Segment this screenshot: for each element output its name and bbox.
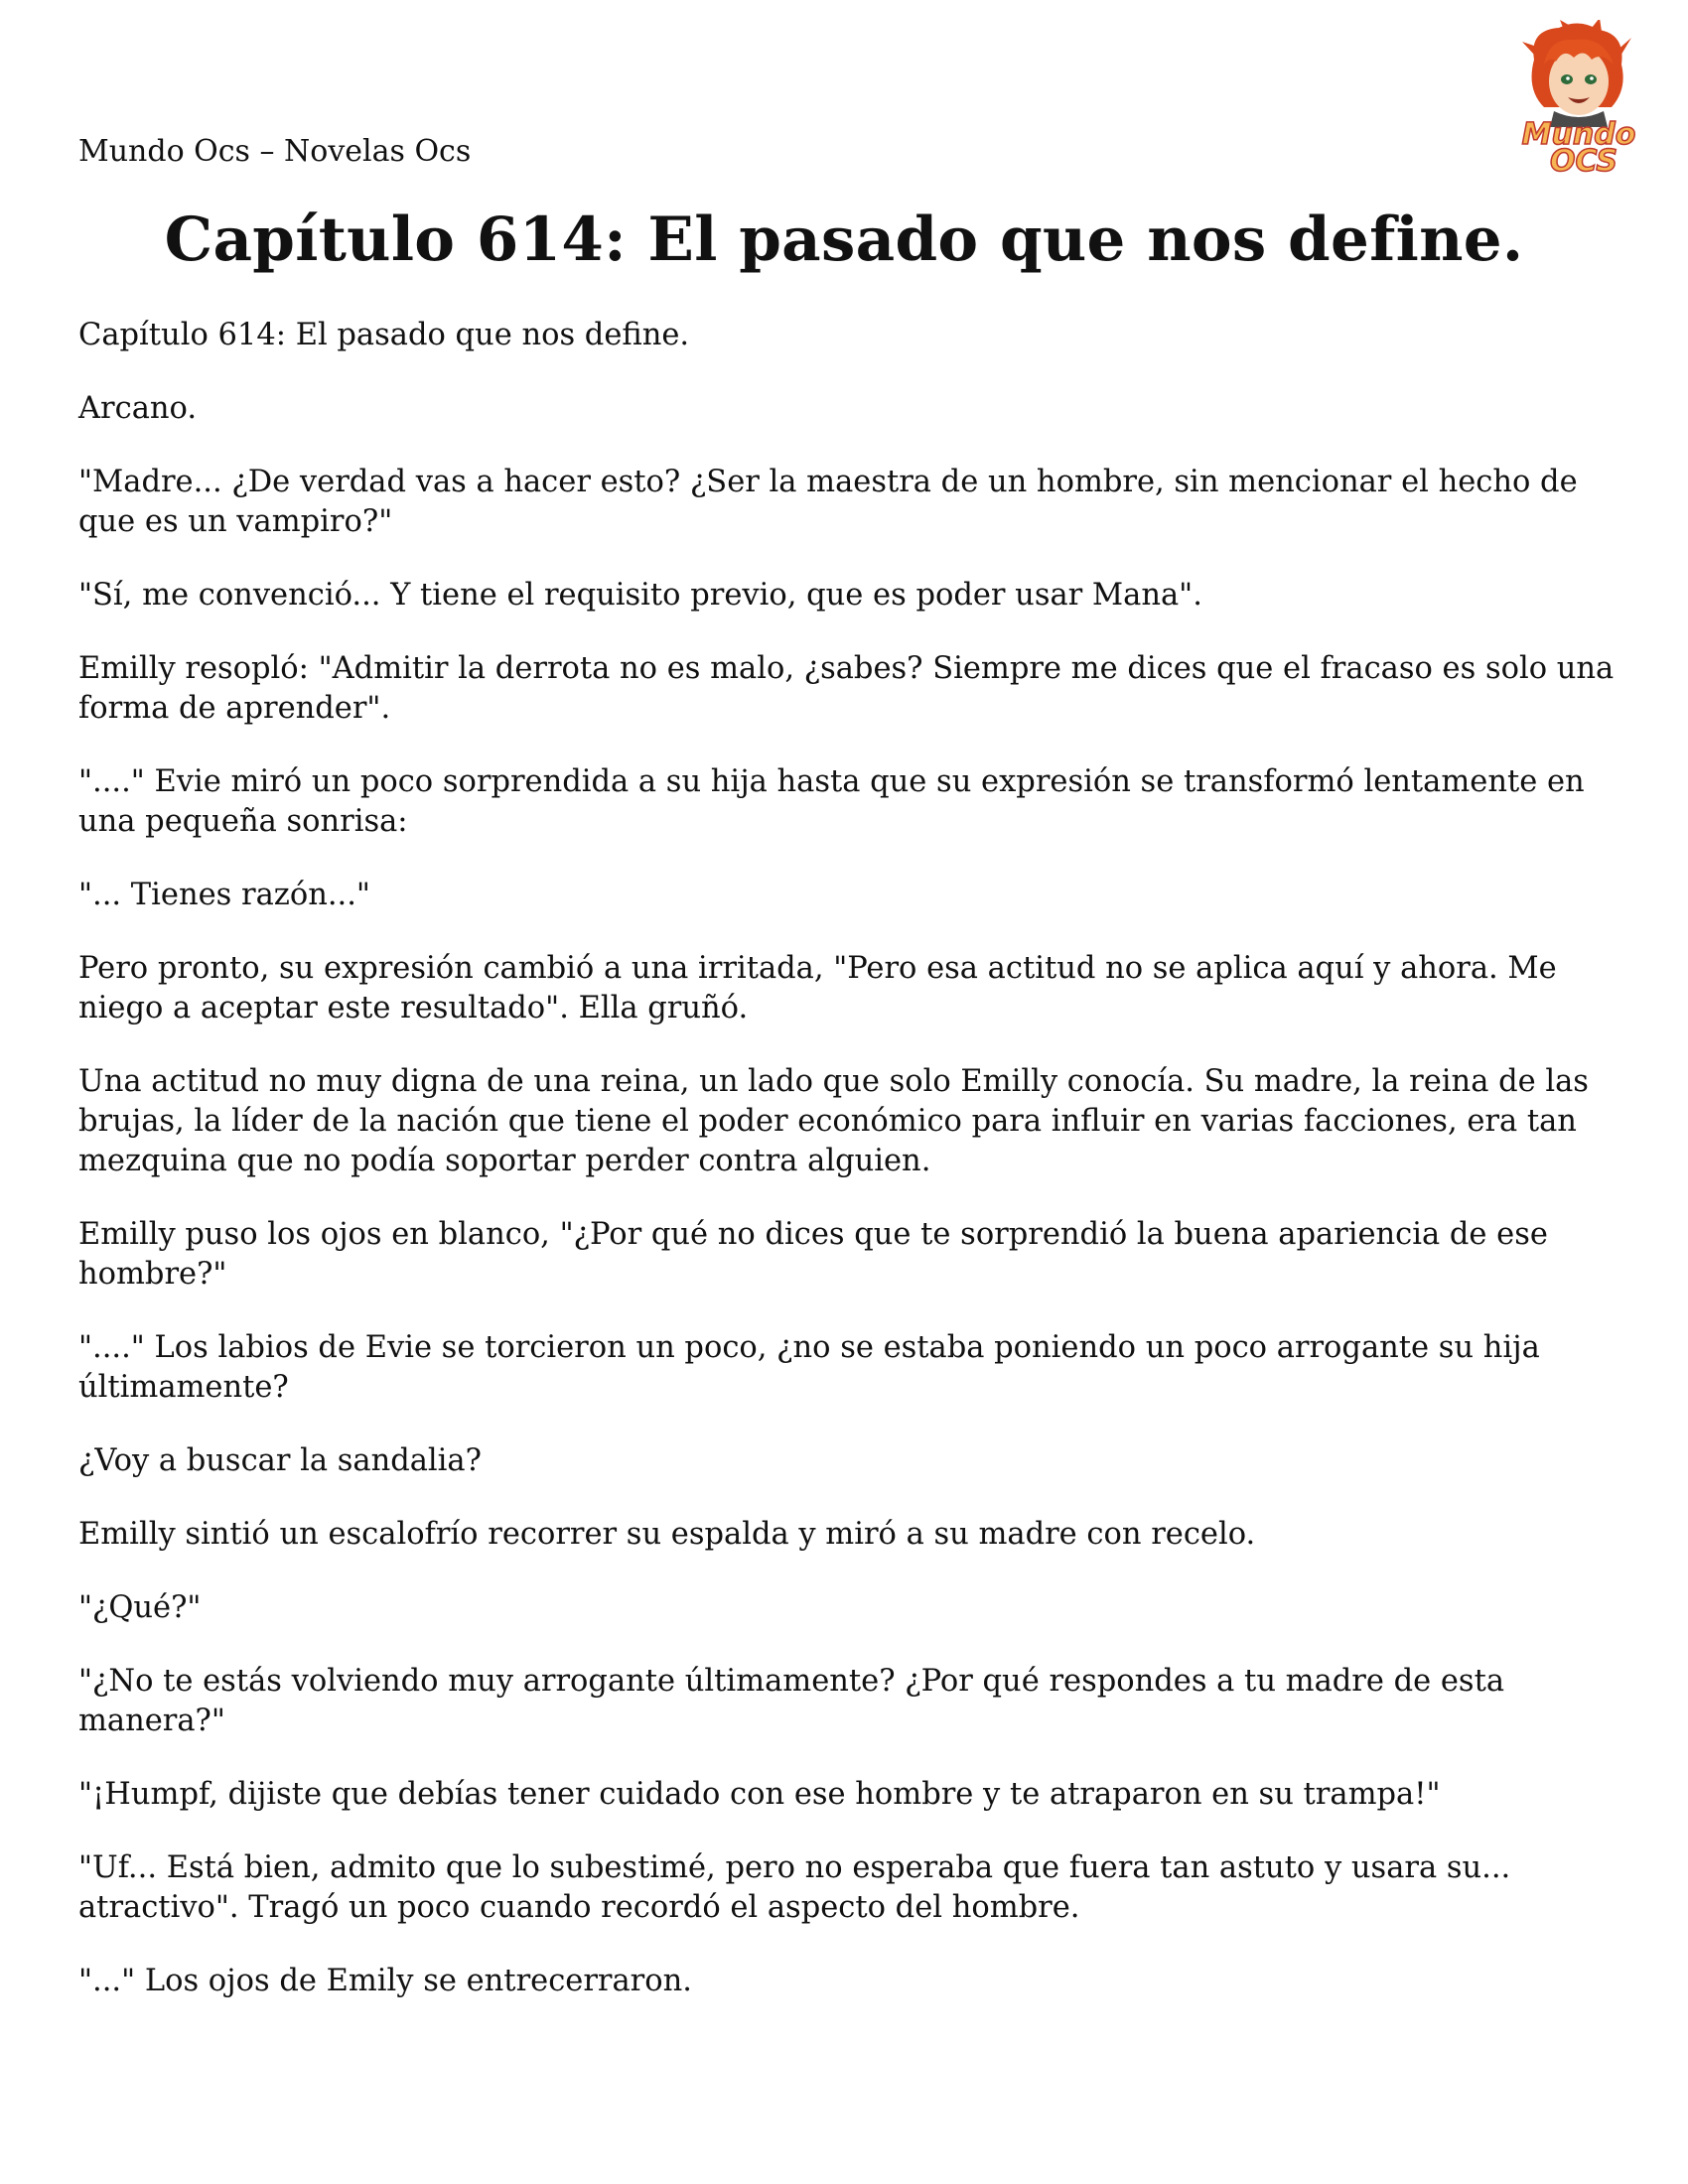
paragraph: "¿Qué?" — [78, 1590, 202, 1625]
chapter-body — [78, 316, 1642, 2035]
paragraph: Emilly resopló: "Admitir la derrota no es malo, ¿sabes? Siempre me dices que el fracaso es solo una forma de aprender". — [78, 651, 1615, 726]
logo-text-mundo: Mundo — [1521, 117, 1636, 152]
paragraph: Pero pronto, su expresión cambió a una irritada, "Pero esa actitud no se aplica aquí y ahora. Me niego a aceptar este resultado". Ella gruñó. — [78, 951, 1557, 1025]
paragraph: Emilly puso los ojos en blanco, "¿Por qué no dices que te sorprendió la buena apariencia de ese hombre?" — [78, 1217, 1548, 1292]
paragraph: "¿No te estás volviendo muy arrogante últimamente? ¿Por qué respondes a tu madre de esta manera?" — [78, 1664, 1505, 1738]
paragraph: Una actitud no muy digna de una reina, un lado que solo Emilly conocía. Su madre, la reina de las brujas, la líder de la nación que tiene el poder económico para influir en varias facciones, era tan mezquina que no podía soportar perder contra alguien. — [78, 1064, 1589, 1178]
paragraph: ¿Voy a buscar la sandalia? — [78, 1443, 482, 1478]
anime-character-logo-icon — [1504, 20, 1653, 174]
paragraph: "Madre... ¿De verdad vas a hacer esto? ¿Ser la maestra de un hombre, sin mencionar el hecho de que es un vampiro?" — [78, 465, 1578, 539]
paragraph: "... Tienes razón..." — [78, 878, 370, 912]
paragraph: Emilly sintió un escalofrío recorrer su espalda y miró a su madre con recelo. — [78, 1517, 1256, 1552]
site-header: Mundo Ocs – Novelas Ocs — [78, 134, 472, 169]
paragraph: "Uf... Está bien, admito que lo subestimé, pero no esperaba que fuera tan astuto y usara su... atractivo". Tragó un poco cuando recordó el aspecto del hombre. — [78, 1850, 1511, 1925]
mundo-ocs-logo — [1504, 20, 1653, 174]
paragraph: Arcano. — [78, 391, 198, 426]
logo-text-ocs: OCS — [1549, 144, 1618, 174]
paragraph: "...." Los labios de Evie se torcieron un poco, ¿no se estaba poniendo un poco arrogante su hija últimamente? — [78, 1330, 1540, 1405]
paragraph: "..." Los ojos de Emily se entrecerraron. — [78, 1964, 692, 1998]
paragraph: "...." Evie miró un poco sorprendida a su hija hasta que su expresión se transformó lentamente en una pequeña sonrisa: — [78, 764, 1585, 839]
paragraph: Capítulo 614: El pasado que nos define. — [78, 318, 690, 352]
paragraph: "¡Humpf, dijiste que debías tener cuidado con ese hombre y te atraparon en su trampa!" — [78, 1777, 1441, 1812]
chapter-title: Capítulo 614: El pasado que nos define. — [164, 205, 1524, 275]
paragraph: "Sí, me convenció... Y tiene el requisito previo, que es poder usar Mana". — [78, 578, 1202, 613]
